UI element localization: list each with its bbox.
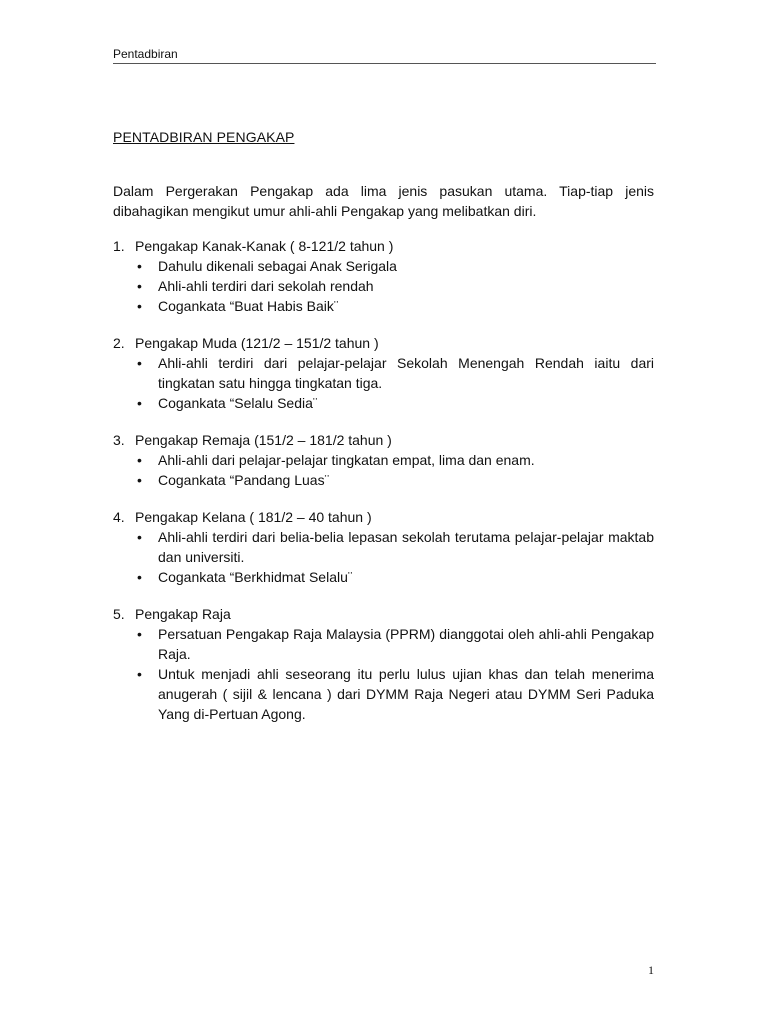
section-1 [113,236,654,316]
section-number: 2. [113,335,125,351]
bullet-list [113,353,654,413]
section-number: 1. [113,238,125,254]
bullet-item: • Cogankata “Pandang Luas¨ [113,470,654,490]
bullet-item: • Ahli-ahli dari pelajar-pelajar tingkatan empat, lima dan enam. [113,450,654,470]
page-number: 1 [648,963,654,977]
section-2 [113,333,654,413]
section-heading [113,333,654,353]
bullet-item: • Cogankata “Selalu Sedia¨ [113,393,654,413]
sections-list [113,236,654,741]
section-number: 5. [113,606,125,622]
section-title: Pengakap Muda (121/2 – 151/2 tahun ) [135,335,379,351]
section-title: Pengakap Kanak-Kanak ( 8-121/2 tahun ) [135,238,394,254]
section-number: 4. [113,509,125,525]
bullet-item: • Untuk menjadi ahli seseorang itu perlu lulus ujian khas dan telah menerima anugerah ( sijil & lencana ) dari DYMM Raja Negeri atau DYMM Seri Paduka Yang di-Pertuan Agong. [113,664,654,724]
bullet-item: • Ahli-ahli terdiri dari pelajar-pelajar Sekolah Menengah Rendah iaitu dari tingkatan satu hingga tingkatan tiga. [113,353,654,393]
bullet-item: • Persatuan Pengakap Raja Malaysia (PPRM) dianggotai oleh ahli-ahli Pengakap Raja. [113,624,654,664]
bullet-item: • Cogankata “Berkhidmat Selalu¨ [113,567,654,587]
running-header: Pentadbiran [113,47,656,64]
section-5 [113,604,654,724]
section-4 [113,507,654,587]
bullet-list [113,624,654,724]
section-heading [113,430,654,450]
bullet-list [113,256,654,316]
section-title: Pengakap Raja [135,606,231,622]
bullet-list [113,450,654,490]
section-heading [113,507,654,527]
section-3 [113,430,654,490]
section-heading [113,604,654,624]
section-title: Pengakap Kelana ( 181/2 – 40 tahun ) [135,509,372,525]
bullet-item: • Dahulu dikenali sebagai Anak Serigala [113,256,654,276]
section-title: Pengakap Remaja (151/2 – 181/2 tahun ) [135,432,392,448]
bullet-item: • Ahli-ahli terdiri dari sekolah rendah [113,276,654,296]
intro-paragraph: Dalam Pergerakan Pengakap ada lima jenis pasukan utama. Tiap-tiap jenis dibahagikan mengikut umur ahli-ahli Pengakap yang melibatkan diri. [113,183,654,219]
document-title: PENTADBIRAN PENGAKAP [113,129,295,145]
bullet-item: • Ahli-ahli terdiri dari belia-belia lepasan sekolah terutama pelajar-pelajar maktab dan universiti. [113,527,654,567]
bullet-item: • Cogankata “Buat Habis Baik¨ [113,296,654,316]
bullet-list [113,527,654,587]
section-number: 3. [113,432,125,448]
section-heading [113,236,654,256]
